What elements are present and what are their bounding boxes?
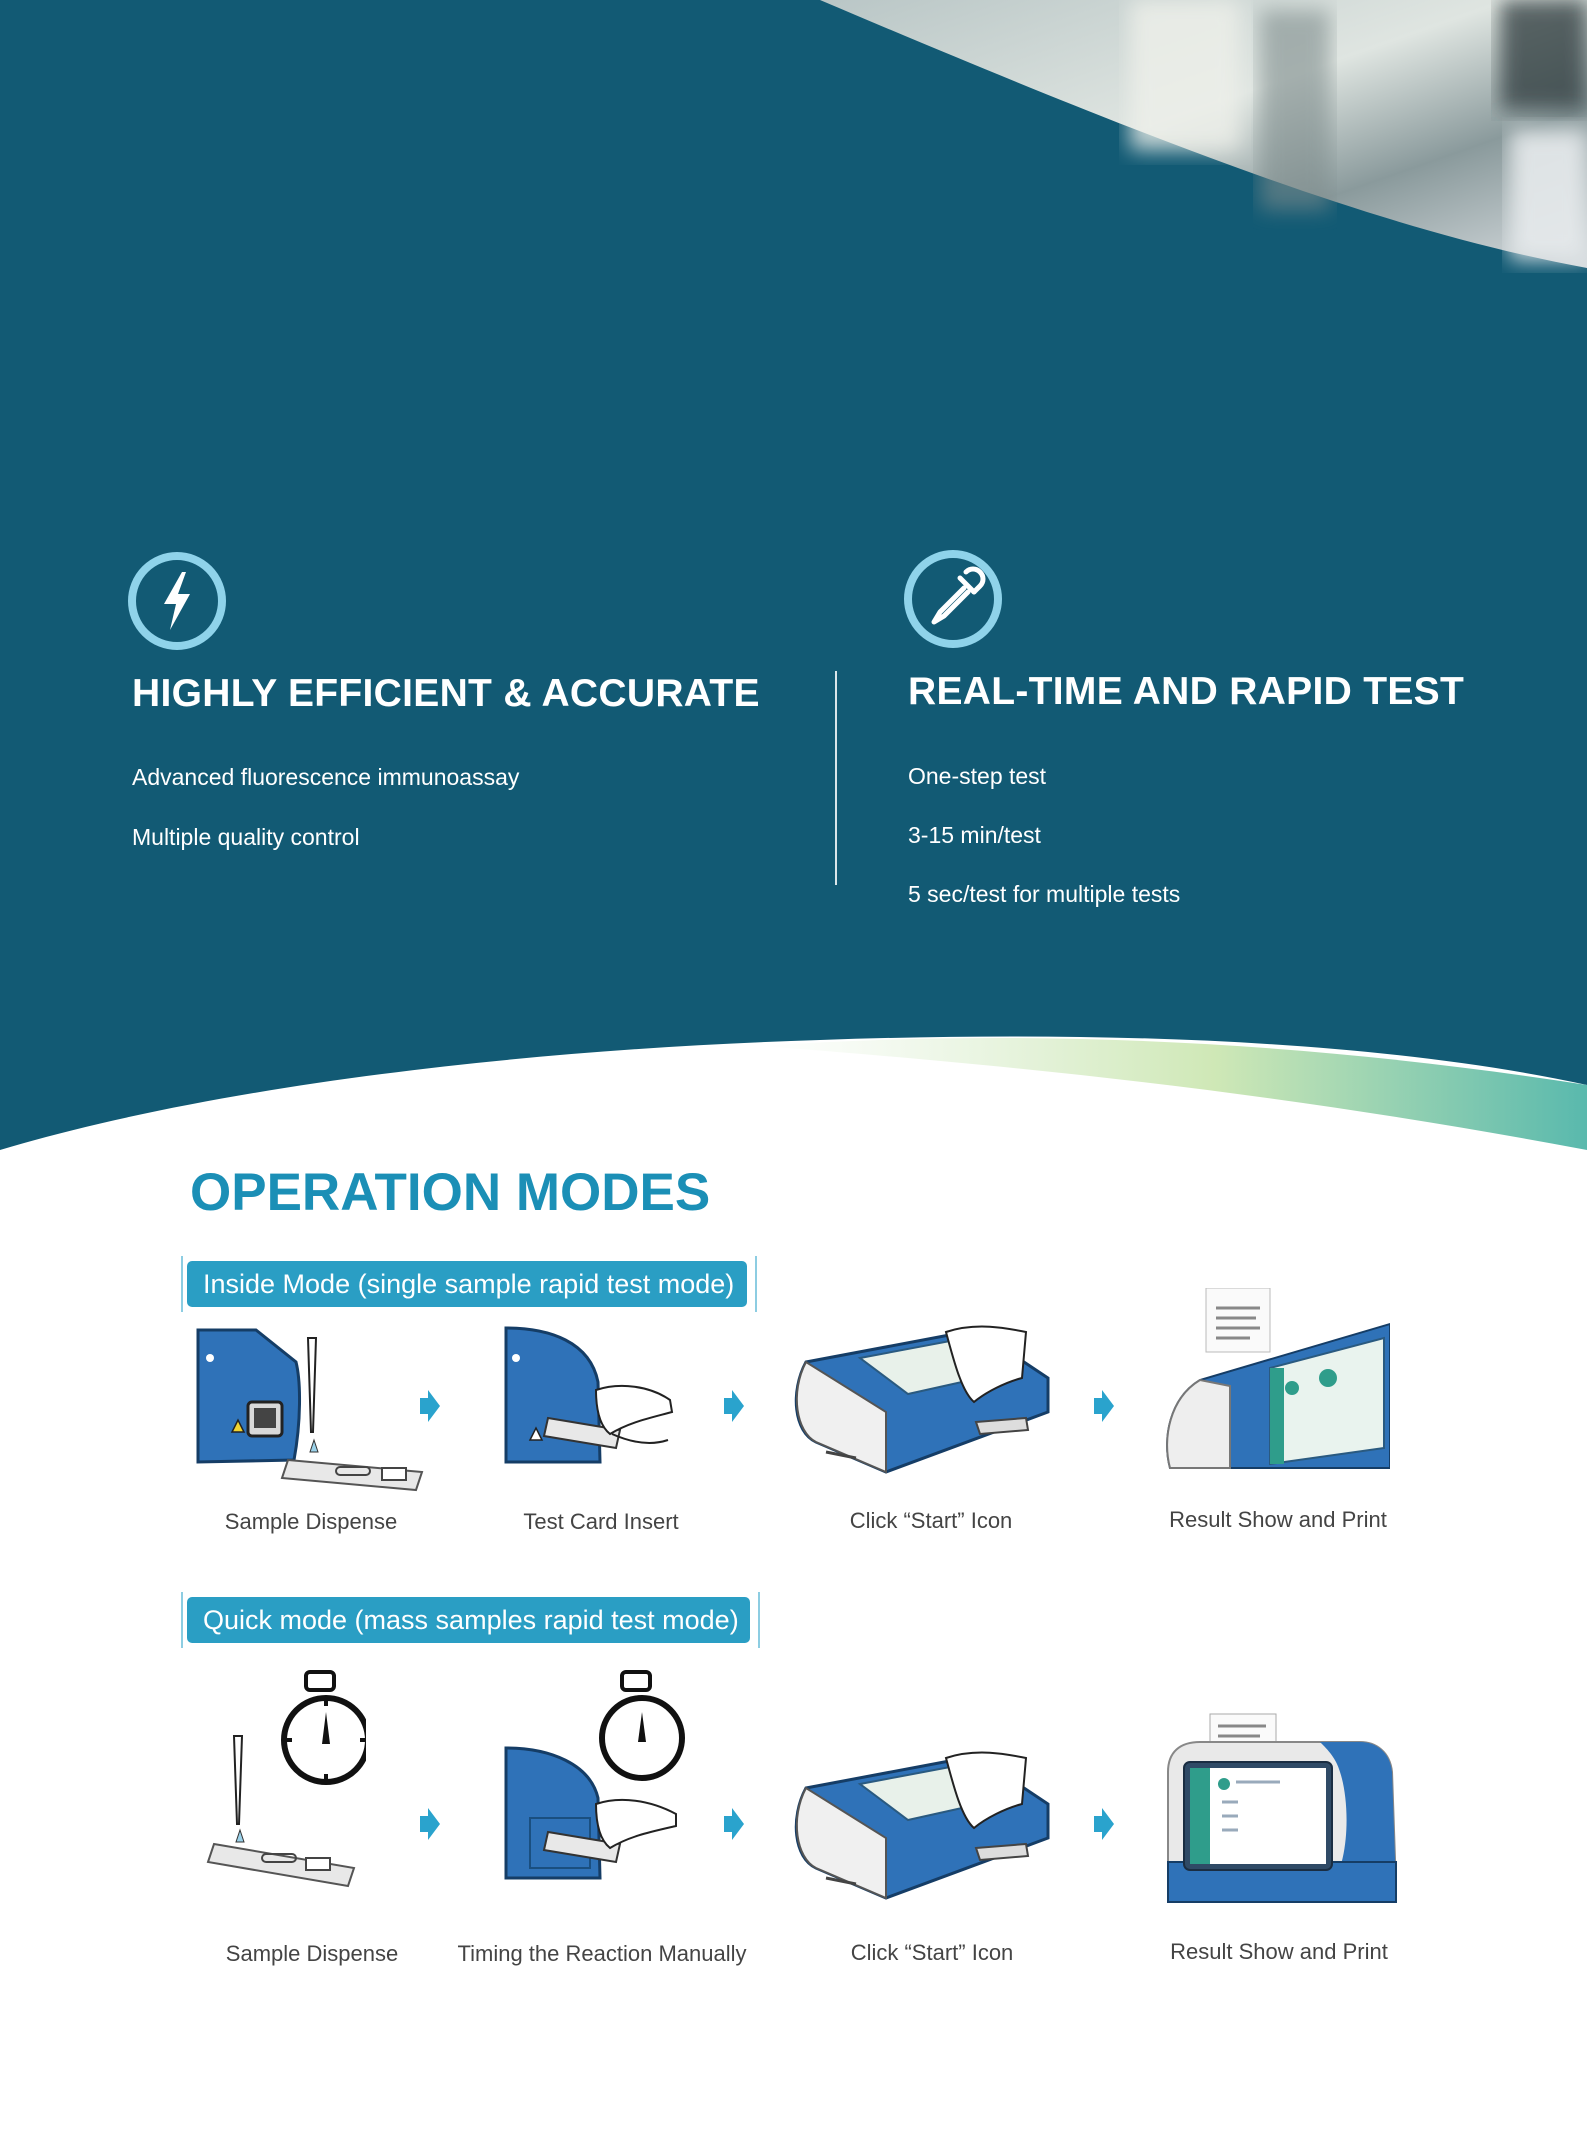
feature-item: Multiple quality control: [132, 824, 360, 850]
arrow-right-icon: [418, 1808, 440, 1840]
dropper-icon: [902, 548, 1004, 650]
feature-title-efficient: HIGHLY EFFICIENT & ACCURATE: [132, 672, 760, 715]
section-title: OPERATION MODES: [190, 1163, 711, 1222]
step-caption: Sample Dispense: [224, 1509, 398, 1534]
card-insert-image: [500, 1322, 680, 1492]
start-touch-image: [786, 1322, 1056, 1492]
arrow-right-icon: [722, 1390, 744, 1422]
result-print-image: [1160, 1288, 1390, 1488]
feature-item: One-step test: [908, 763, 1047, 789]
step-caption: Sample Dispense: [225, 1941, 399, 1966]
step-caption: Click “Start” Icon: [849, 1508, 1013, 1533]
mode-label-inside: Inside Mode (single sample rapid test mode): [187, 1261, 747, 1307]
stopwatch-icon: [602, 1672, 682, 1778]
arrow-right-icon: [722, 1808, 744, 1840]
feature-title-rapid: REAL-TIME AND RAPID TEST: [908, 670, 1465, 713]
feature-item: Advanced fluorescence immunoassay: [132, 764, 520, 790]
lightning-icon: [126, 550, 228, 652]
step-caption: Timing the Reaction Manually: [457, 1941, 747, 1966]
device-side-with-pipette-image: [196, 1322, 432, 1492]
arrow-right-icon: [1092, 1390, 1114, 1422]
pipette-timer-image: [206, 1668, 366, 1898]
stopwatch-icon: [284, 1672, 366, 1782]
mode-label-quick: Quick mode (mass samples rapid test mode): [187, 1597, 750, 1643]
feature-divider: [835, 671, 837, 885]
timing-card-insert-image: [500, 1668, 690, 1898]
arrow-right-icon: [1092, 1808, 1114, 1840]
feature-item: 3-15 min/test: [908, 822, 1041, 848]
step-caption: Test Card Insert: [523, 1509, 679, 1534]
step-caption: Click “Start” Icon: [850, 1940, 1014, 1965]
feature-item: 5 sec/test for multiple tests: [908, 881, 1181, 907]
step-caption: Result Show and Print: [1170, 1939, 1388, 1964]
start-touch-image: [786, 1748, 1056, 1918]
step-caption: Result Show and Print: [1169, 1507, 1387, 1532]
result-screen-image: [1160, 1712, 1404, 1904]
arrow-right-icon: [418, 1390, 440, 1422]
